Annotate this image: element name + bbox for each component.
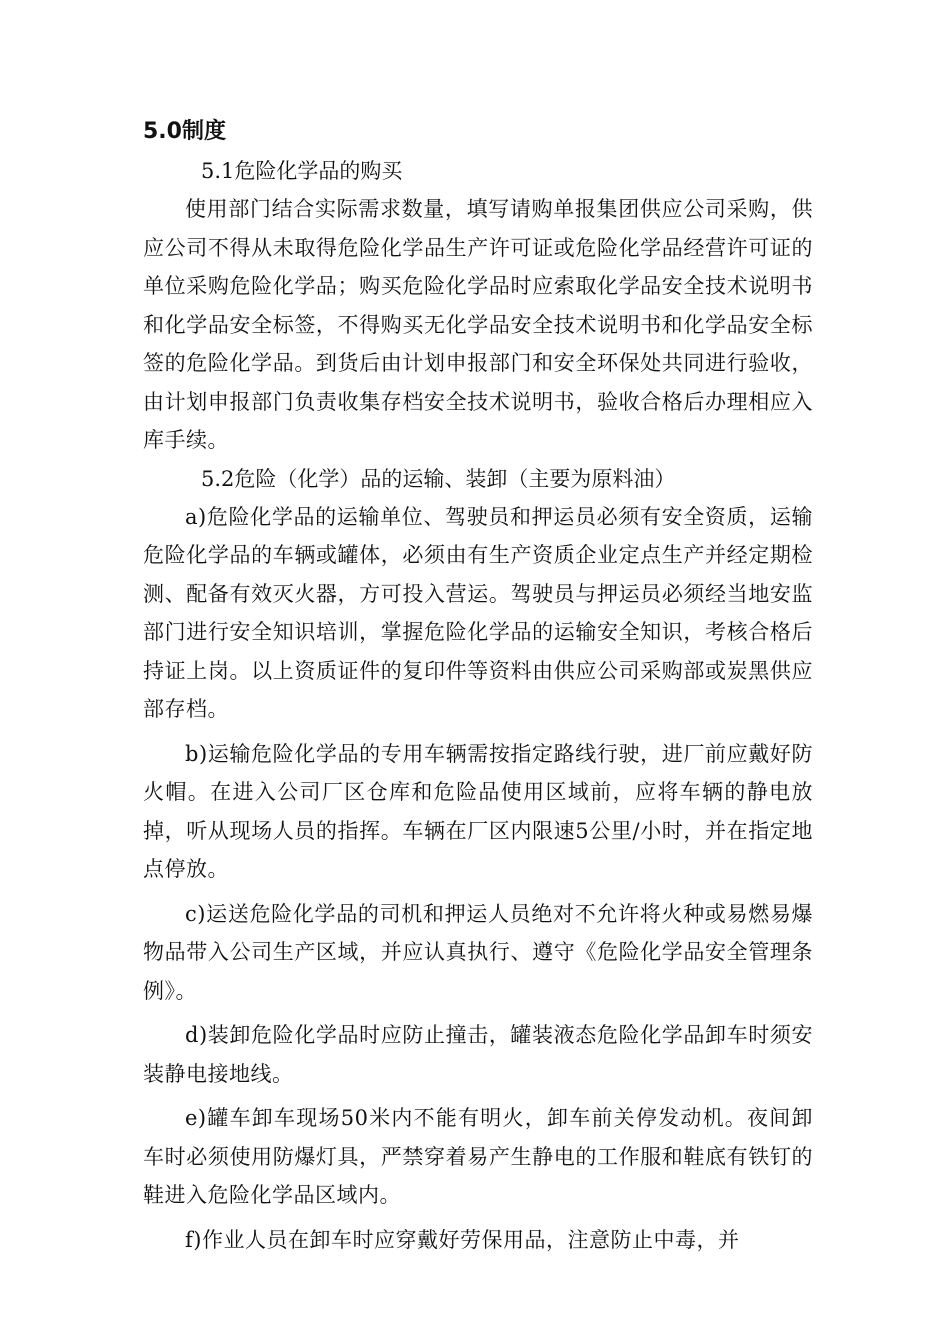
transport-item-f: f)作业人员在卸车时应穿戴好劳保用品，注意防止中毒，并 (185, 1227, 740, 1252)
section-title: 5.0制度 (143, 119, 226, 144)
transport-item-a: a)危险化学品的运输单位、驾驶员和押运员必须有安全资质，运输危险化学品的车辆或罐体，必须由有生产资质企业定点生产并经定期检测、配备有效灭火器，方可投入营运。驾驶员与押运员必须经当地安监部门进行安全知识培训，掌握危险化学品的运输安全知识，考核合格后持证上岗。以上资质证件的复印件等资料由供应公司采购部或炭黑供应部存档。 (143, 504, 813, 721)
transport-item-c: c)运送危险化学品的司机和押运人员绝对不允许将火种或易燃易爆物品带入公司生产区域，并应认真执行、遵守《危险化学品安全管理条例》。 (143, 901, 813, 1003)
transport-title: 5.2危险（化学）品的运输、装卸（主要为原料油） (201, 466, 676, 491)
transport-item-e: e)罐车卸车现场50米内不能有明火，卸车前关停发动机。夜间卸车时必须使用防爆灯具，严禁穿着易产生静电的工作服和鞋底有铁钉的鞋进入危险化学品区域内。 (143, 1106, 813, 1207)
transport-item-b: b)运输危险化学品的专用车辆需按指定路线行驶，进厂前应戴好防火帽。在进入公司厂区仓库和危险品使用区域前，应将车辆的静电放掉，听从现场人员的指挥。车辆在厂区内限速5公里/小时，并在指定地点停放。 (143, 741, 813, 881)
document-page (143, 112, 813, 1259)
purchase-paragraph: 使用部门结合实际需求数量，填写请购单报集团供应公司采购，供应公司不得从未取得危险化学品生产许可证或危险化学品经营许可证的单位采购危险化学品；购买危险化学品时应索取化学品安全技术说明书和化学品安全标签，不得购买无化学品安全技术说明书和化学品安全标签的危险化学品。到货后由计划申报部门和安全环保处共同进行验收，由计划申报部门负责收集存档安全技术说明书，验收合格后办理相应入库手续。 (143, 197, 813, 452)
transport-item-d: d)装卸危险化学品时应防止撞击，罐装液态危险化学品卸车时须安装静电接地线。 (143, 1023, 813, 1086)
purchase-title: 5.1危险化学品的购买 (201, 159, 403, 183)
